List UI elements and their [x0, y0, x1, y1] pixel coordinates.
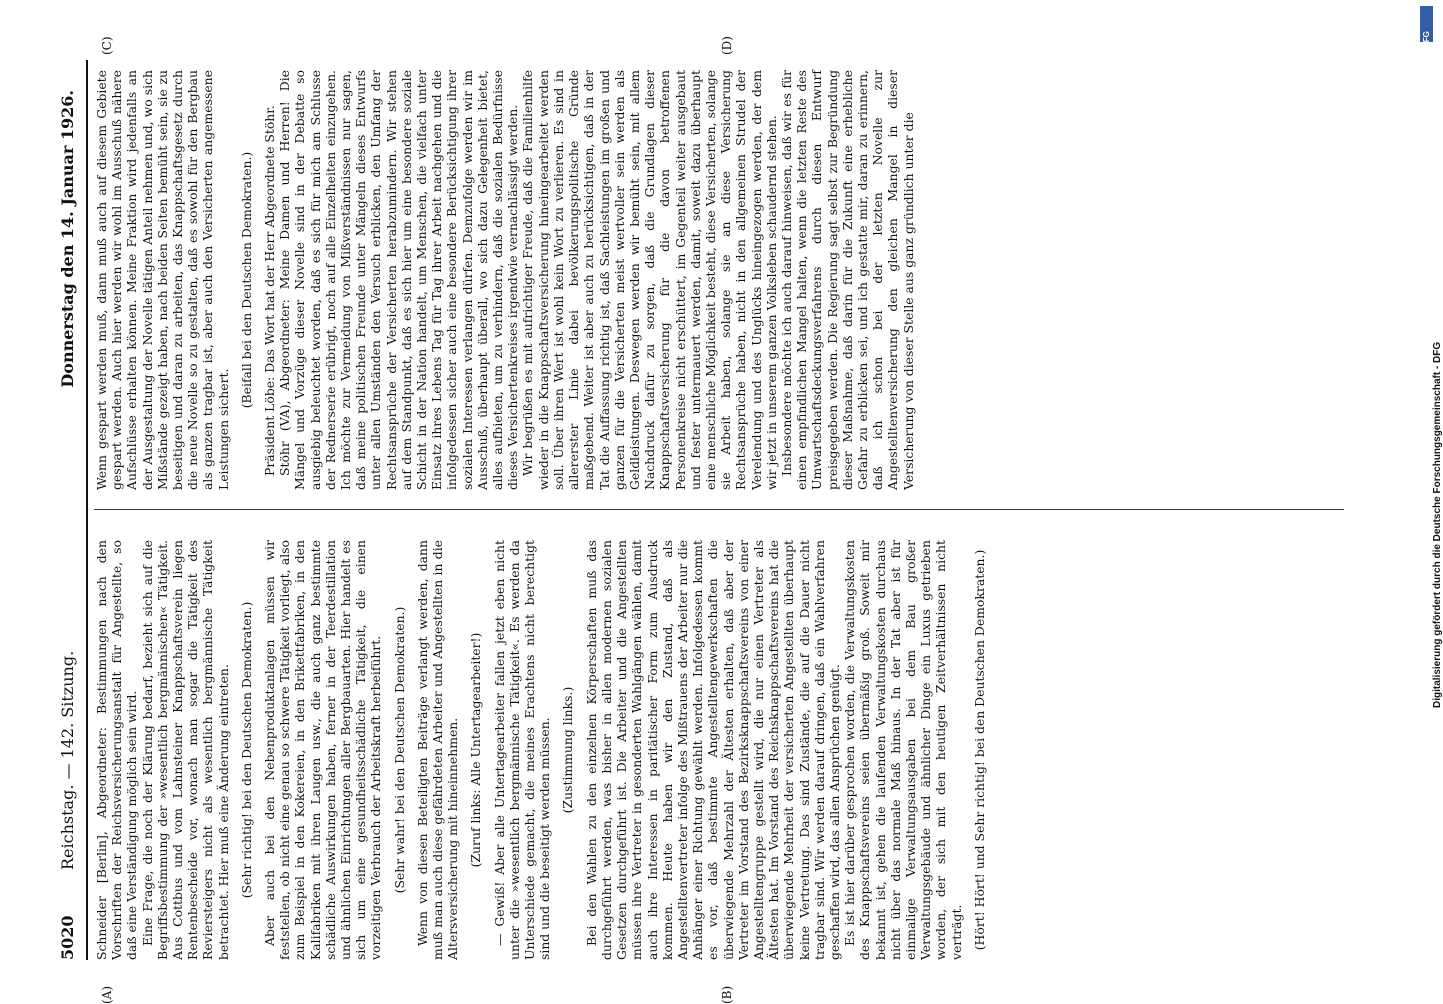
paragraph: Schneider [Berlin], Abgeordneter: Bestimmungen nach den Vorschriften der Reichsversicherungsanstalt für Angestellte, so daß eine Verständigung möglich sein wird.: [94, 540, 140, 960]
page-header: [60, 60, 86, 960]
paragraph: Insbesondere möchte ich auch darauf hinweisen, daß wir es für einen empfindlichen Mangel halten, wenn die letzten Reste des Umwartschaftsdeckungsverfahrens durch diesen Entwurf preisgegeben werden. Die Regierung sagt selbst zur Begründung dieser Maßnahme, daß darin für die Zukunft eine erhebliche Gefahr zu erblicken sei, und ich gestatte mir, daran zu erinnern, daß ich schon bei der letzten Novelle zur Angestelltenversicherung den gleichen Mangel in dieser Versicherung von dieser Stelle aus ganz gründlich unter die: [778, 70, 916, 490]
interjection: (Hört! Hört! und Sehr richtig! bei den Deutschen Demokraten.): [971, 549, 987, 951]
dfg-logo-icon: DFG: [1420, 6, 1433, 42]
session-date: Donnerstag den 14. Januar 1926.: [58, 90, 77, 388]
paragraph: Aber auch bei den Nebenproduktanlagen müssen wir feststellen, ob nicht eine genau so schwere Tätigkeit vorliegt, also zum Beispiel in den Kokereien, in den Brikettfabriken, in den Kalifabriken mit ihren Laugen usw., die auch ganz bestimmte schädliche Auswirkungen haben, ferner in der Teerdestillation und ähnlichen Einrichtungen aller Bergbauarten. Hier handelt es sich um eine gesundheitsschädliche Tätigkeit, die einen vorzeitigen Verbrauch der Arbeitskraft herbeiführt.: [262, 540, 384, 960]
session-title: Reichstag. — 142. Sitzung.: [58, 650, 77, 870]
interjection: (Sehr wahr! bei den Deutschen Demokraten.): [391, 606, 407, 894]
digitization-credit: [1418, 8, 1443, 1000]
interjection: (Sehr richtig! bei den Deutschen Demokraten.): [238, 601, 254, 899]
interjection: (Beifall bei den Deutschen Demokraten.): [238, 151, 254, 409]
paragraph: Wenn von diesen Beteiligten Beiträge verlangt werden, dann muß man auch diese gefährdeten Arbeiter und Angestellten in die Altersversicherung mit hineinnehmen.: [414, 540, 461, 960]
paragraph: Stöhr (VA), Abgeordneter: Meine Damen und Herren! Die Mängel und Vorzüge dieser Novelle sind in der Debatte so ausgiebig beleuchtet worden, daß es sich für mich am Schlusse der Rednerserie erübrigt, noch auf alle Einzelheiten einzugehen. Ich möchte zur Vermeidung von Mißverständnissen nur sagen, daß meine politischen Freunde unter Mängeln dieses Entwurfs unter allen Umständen den Versuch erblicken, den Umfang der Rechtsansprüche der Versicherten herabzumindern. Wir stehen auf dem Standpunkt, daß es sich hier um eine besondere soziale Schicht in der Nation handelt, um Menschen, die vielfach unter Einsatz ihres Lebens Tag für Tag ihrer Arbeit nachgehen und die infolgedessen sicher auch eine besondere Berücksichtigung ihrer sozialen Interessen verlangen dürfen. Demzufolge werden wir im Ausschuß, überhaupt überall, wo sich dazu Gelegenheit bietet, alles aufbieten, um zu verhindern, daß die sozialen Bedürfnisse dieses Versichertenkreises irgendwie vernachlässigt werden.: [277, 70, 521, 490]
paragraph: — Gewiß! Aber alle Untertagearbeiter fallen jetzt eben nicht unter die »wesentlich bergmännische Tätigkeit«. Es werden da Unterschiede gemacht, die meines Erachtens nicht berechtigt sind und die beseitigt werden müssen.: [491, 540, 553, 960]
paragraph: Präsident Löbe: Das Wort hat der Herr Abgeordnete Stöhr.: [262, 105, 278, 476]
left-column: [94, 540, 1344, 960]
digitization-note: Digitalisierung gefördert durch die Deutsche Forschungsgemeinschaft - DFG: [1432, 341, 1443, 708]
margin-marker-a: (A): [100, 985, 114, 1004]
right-column: [94, 70, 1344, 490]
newspaper-page: [58, 36, 1360, 1004]
paragraph: Eine Frage, die noch der Klärung bedarf, bezieht sich auf die Begriffsbestimmung der »wesentlich bergmännischen« Tätigkeit. Aus Cottbus und vom Lahnsteiner Knappschaftsverein liegen Rentenbescheide vor, wonach man sogar die Tätigkeit des Reviersteigers nicht als wesentlich bergmännische Tätigkeit betrachtet. Hier muß eine Änderung eintreten.: [139, 540, 231, 960]
interjection: (Zustimmung links.): [560, 686, 576, 814]
paragraph: Wenn gespart werden muß, dann muß auch auf diesem Gebiete gespart werden. Auch hier werden wir wohl im Ausschuß nähere Aufschlüsse erhalten können. Meine Fraktion wird jedenfalls an der Ausgestaltung der Novelle tätigen Anteil nehmen und, wo sich Mißstände gezeigt haben, nach beiden Seiten bemüht sein, sie zu beseitigen und daran zu arbeiten, das Knappschaftsgesetz durch die neue Novelle so zu gestalten, daß es sowohl für den Bergbau als ganzen tragbar ist, aber auch den Versicherten angemessene Leistungen sichert.: [94, 70, 231, 490]
header-rule: [86, 60, 88, 960]
margin-marker-c: (C): [100, 36, 114, 55]
paragraph: Bei den Wahlen zu den einzelnen Körperschaften muß das durchgeführt werden, was bisher in allen modernen sozialen Gesetzen durchgeführt ist. Die Arbeiter und die Angestellten müssen ihre Vertreter in gesonderten Wahlgängen wählen, damit auch ihre Interessen in paritätischer Form zum Ausdruck kommen. Heute haben wir den Zustand, daß als Angestelltenvertreter infolge des Mißtrauens der Arbeiter nur die Anhänger einer Richtung gewählt werden. Infolgedessen kommt es vor, daß bestimmte Angestelltengewerkschaften die überwiegende Mehrzahl der Ältesten erhalten, daß aber der Vertreter im Vorstand des Bezirksknappschaftsvereins von einer Angestelltengruppe gestellt wird, die nur einen Vertreter als Ältesten hat. Im Vorstand des Reichsknappschaftsvereins hat die überwiegende Mehrheit der versicherten Angestellten überhaupt keine Vertretung. Das sind Zustände, die auf die Dauer nicht tragbar sind. Wir werden darauf dringen, daß ein Wahlverfahren geschaffen wird, das allen Ansprüchen genügt.: [583, 540, 842, 960]
paragraph: Es ist hier darüber gesprochen worden, die Verwaltungskosten des Knappschaftsvereins seien übermäßig groß. Soweit mir bekannt ist, gehen die laufenden Verwaltungskosten durchaus nicht über das normale Maß hinaus. In der Tat aber ist für einmalige Verwaltungsausgaben bei dem Bau großer Verwaltungsgebäude und ähnlicher Dinge ein Luxus getrieben worden, der sich mit den heutigen Zeitverhältnissen nicht verträgt.: [842, 540, 964, 960]
column-divider: [94, 509, 1344, 510]
page-number: 5020: [58, 915, 77, 960]
paragraph: Wir begrüßen es mit aufrichtiger Freude, daß die Familienhilfe wieder in die Knappschaftsversicherung hineingearbeitet werden soll. Über ihren Wert ist wohl kein Wort zu verlieren. Es sind in allererster Linie dabei bevölkerungspolitische Gründe maßgebend. Weiter ist aber auch zu berücksichtigen, daß in der Tat die Auffassung richtig ist, daß Sachleistungen im großen und ganzen für die Versicherten meist wertvoller sein werden als Geldleistungen. Deswegen werden wir bemüht sein, mit allem Nachdruck dafür zu sorgen, daß die Grundlagen dieser Knappschaftsversicherung für die davon betroffenen Personenkreise nicht erschüttert, im Gegenteil weiter ausgebaut und fester untermauert werden, damit, soweit dazu überhaupt eine menschliche Möglichkeit besteht, diese Versicherten, solange sie Arbeit haben, solange sie an diese Versicherung Rechtsansprüche haben, nicht in den allgemeinen Strudel der Verelendung und des Unglücks hineingezogen werden, der dem wir jetzt in unserem ganzen Volksleben schaudernd stehen.: [520, 70, 779, 490]
interjection: (Zuruf links: Alle Untertagearbeiter!): [468, 632, 484, 868]
margin-marker-d: (D): [720, 36, 734, 55]
margin-marker-b: (B): [720, 985, 734, 1004]
